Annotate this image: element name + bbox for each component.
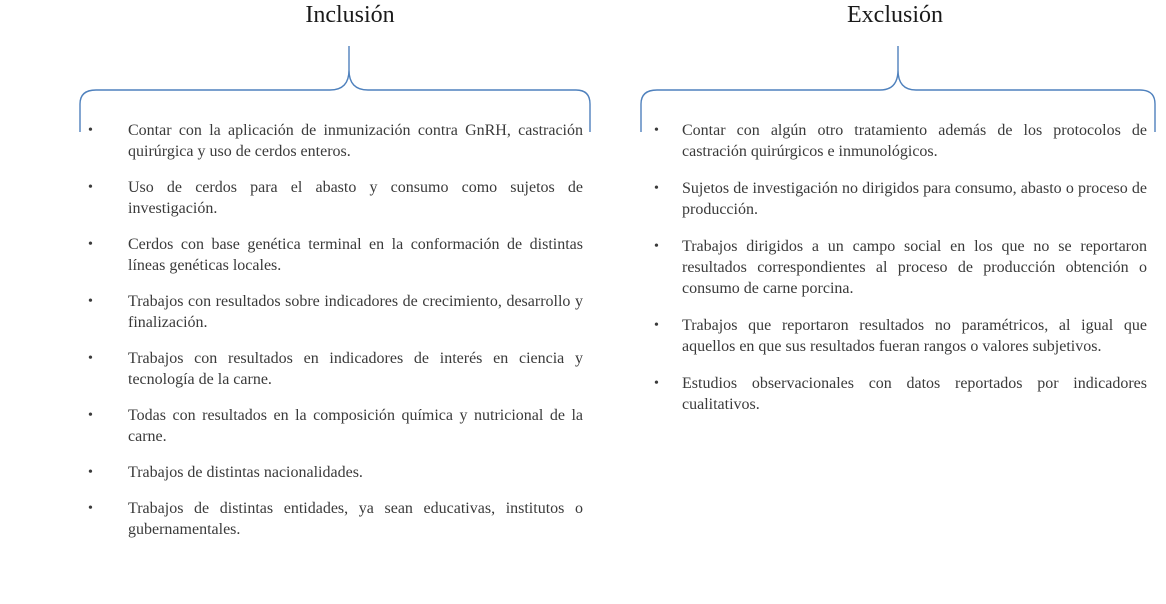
inclusion-list (88, 120, 583, 555)
inclusion-item (88, 177, 583, 219)
exclusion-title: Exclusión (847, 2, 943, 28)
inclusion-item-text: Contar con la aplicación de inmunización contra GnRH, castración quirúrgica y uso de cerdos enteros. (128, 122, 583, 160)
bullet-icon: • (88, 180, 93, 195)
bullet-icon: • (654, 181, 659, 196)
exclusion-item-text: Trabajos dirigidos a un campo social en los que no se reportaron resultados correspondientes al proceso de producción obtención o consumo de carne porcina. (682, 238, 1147, 297)
inclusion-title: Inclusión (305, 2, 395, 28)
bullet-icon: • (88, 294, 93, 309)
exclusion-item-text: Sujetos de investigación no dirigidos para consumo, abasto o proceso de producción. (682, 180, 1147, 218)
exclusion-list (654, 120, 1147, 431)
bullet-icon: • (88, 237, 93, 252)
inclusion-item-text: Uso de cerdos para el abasto y consumo como sujetos de investigación. (128, 179, 583, 217)
inclusion-item-text: Cerdos con base genética terminal en la conformación de distintas líneas genéticas locales. (128, 236, 583, 274)
inclusion-item (88, 234, 583, 276)
exclusion-item-text: Trabajos que reportaron resultados no paramétricos, al igual que aquellos en que sus resultados fueran rangos o valores subjetivos. (682, 317, 1147, 355)
bullet-icon: • (88, 351, 93, 366)
inclusion-item (88, 120, 583, 162)
inclusion-item (88, 498, 583, 540)
inclusion-item-text: Trabajos con resultados en indicadores de interés en ciencia y tecnología de la carne. (128, 350, 583, 388)
bullet-icon: • (88, 123, 93, 138)
bullet-icon: • (654, 318, 659, 333)
bullet-icon: • (654, 123, 659, 138)
inclusion-item-text: Todas con resultados en la composición química y nutricional de la carne. (128, 407, 583, 445)
exclusion-item (654, 373, 1147, 415)
exclusion-item (654, 315, 1147, 357)
exclusion-item (654, 178, 1147, 220)
inclusion-item (88, 291, 583, 333)
bullet-icon: • (88, 501, 93, 516)
bullet-icon: • (654, 376, 659, 391)
exclusion-item-text: Estudios observacionales con datos reportados por indicadores cualitativos. (682, 375, 1147, 413)
exclusion-item (654, 120, 1147, 162)
inclusion-item (88, 405, 583, 447)
inclusion-item (88, 348, 583, 390)
exclusion-item (654, 236, 1147, 299)
inclusion-item-text: Trabajos de distintas nacionalidades. (128, 464, 363, 481)
exclusion-item-text: Contar con algún otro tratamiento además de los protocolos de castración quirúrgicos e inmunológicos. (682, 122, 1147, 160)
inclusion-item-text: Trabajos de distintas entidades, ya sean educativas, institutos o gubernamentales. (128, 500, 583, 538)
bullet-icon: • (88, 465, 93, 480)
bullet-icon: • (88, 408, 93, 423)
inclusion-item-text: Trabajos con resultados sobre indicadores de crecimiento, desarrollo y finalización. (128, 293, 583, 331)
inclusion-item (88, 462, 583, 483)
bullet-icon: • (654, 239, 659, 254)
